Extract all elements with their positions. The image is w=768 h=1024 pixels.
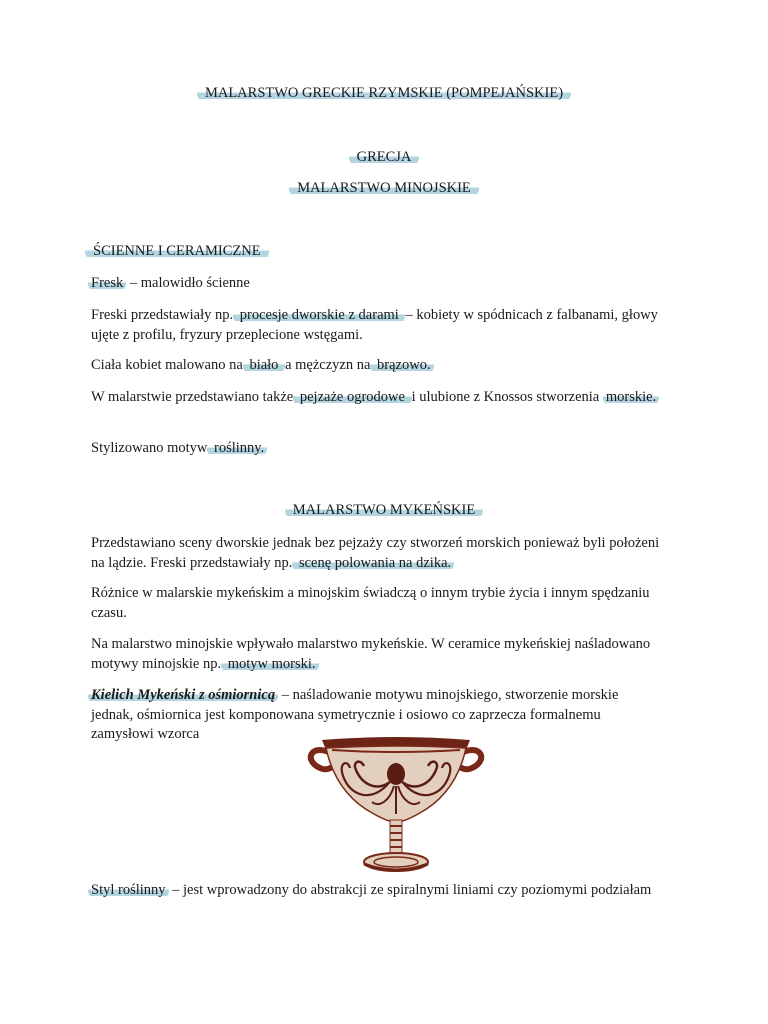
section-heading-minoan: MALARSTWO MINOJSKIE — [289, 180, 479, 196]
term-plant-style: Styl roślinny — [88, 882, 169, 898]
subsection-heading-wall: ŚCIENNE I CERAMICZNE — [85, 243, 269, 259]
paragraph-text: Stylizowano motyw — [91, 440, 208, 456]
kylix-octopus-image — [306, 736, 486, 878]
paragraph-text: a mężczyzn na — [285, 357, 371, 373]
paragraph-mycenaean-scenes — [91, 534, 661, 573]
highlight-processions: procesje dworskie z darami — [233, 307, 405, 323]
kylix-illustration — [306, 736, 486, 878]
document-title: MALARSTWO GRECKIE RZYMSKIE (POMPEJAŃSKIE) — [197, 85, 571, 101]
paragraph-differences — [91, 584, 661, 623]
paragraph-text: Przedstawiano sceny dworskie jednak bez pejzaży czy stworzeń morskich ponieważ byli położeni na lądzie. Freski przedstawiały np. — [91, 535, 660, 571]
section-heading-greece: GRECJA — [349, 149, 420, 165]
term-fresk: Fresk — [88, 275, 126, 291]
paragraph-plant-motif — [91, 439, 661, 459]
paragraph-frescoes — [91, 306, 661, 345]
paragraph-plant-style — [91, 881, 661, 901]
paragraph-bodies — [91, 356, 661, 376]
paragraph-influence — [91, 635, 661, 674]
highlight-boar-hunt: scenę polowania na dzika. — [292, 555, 454, 571]
highlight-brown: brązowo. — [370, 357, 433, 373]
subsection-wall-line — [91, 242, 661, 262]
highlight-marine: morskie. — [603, 389, 659, 405]
document-title-line — [0, 85, 768, 102]
highlight-sea-motif: motyw morski. — [221, 656, 318, 672]
term-kylix: Kielich Mykeński z ośmiornicą — [88, 687, 278, 703]
paragraph-text: – naśladowanie motywu minojskiego, stworzenie morskie jednak, ośmiornica jest komponowana symetrycznie i osiowo co zaprzecza formalnemu zamysłowi wzorca — [91, 687, 619, 742]
paragraph-text: Na malarstwo minojskie wpływało malarstwo mykeńskie. W ceramice mykeńskiej naśladowano motywy minojskie np. — [91, 636, 651, 672]
paragraph-text: i ulubione z Knossos stworzenia — [411, 389, 600, 405]
highlight-plant: roślinny. — [207, 440, 267, 456]
paragraph-text: – jest wprowadzony do abstrakcji ze spiralnymi liniami czy poziomymi podziałam — [168, 882, 652, 898]
highlight-white: biało — [243, 357, 285, 373]
paragraph-text: – malowidło ścienne — [126, 275, 250, 291]
section-greece-line — [0, 149, 768, 166]
section-mycenaean-line — [0, 502, 768, 519]
paragraph-fresk — [91, 274, 661, 294]
paragraph-text: Różnice w malarskie mykeńskim a minojskim świadczą o innym trybie życia i innym spędzaniu czasu. — [91, 585, 650, 621]
paragraph-text: W malarstwie przedstawiano także — [91, 389, 294, 405]
section-heading-mycenaean: MALARSTWO MYKEŃSKIE — [285, 502, 483, 518]
highlight-garden-landscapes: pejzaże ogrodowe — [293, 389, 411, 405]
paragraph-text: Ciała kobiet malowano na — [91, 357, 243, 373]
paragraph-text: Freski przedstawiały np. — [91, 307, 234, 323]
paragraph-landscapes — [91, 388, 661, 408]
paragraph-text: – kobiety w spódnicach z falbanami, głowy ujęte z profilu, fryzury przeplecione wstęgami. — [91, 307, 658, 343]
section-minoan-line — [0, 180, 768, 197]
